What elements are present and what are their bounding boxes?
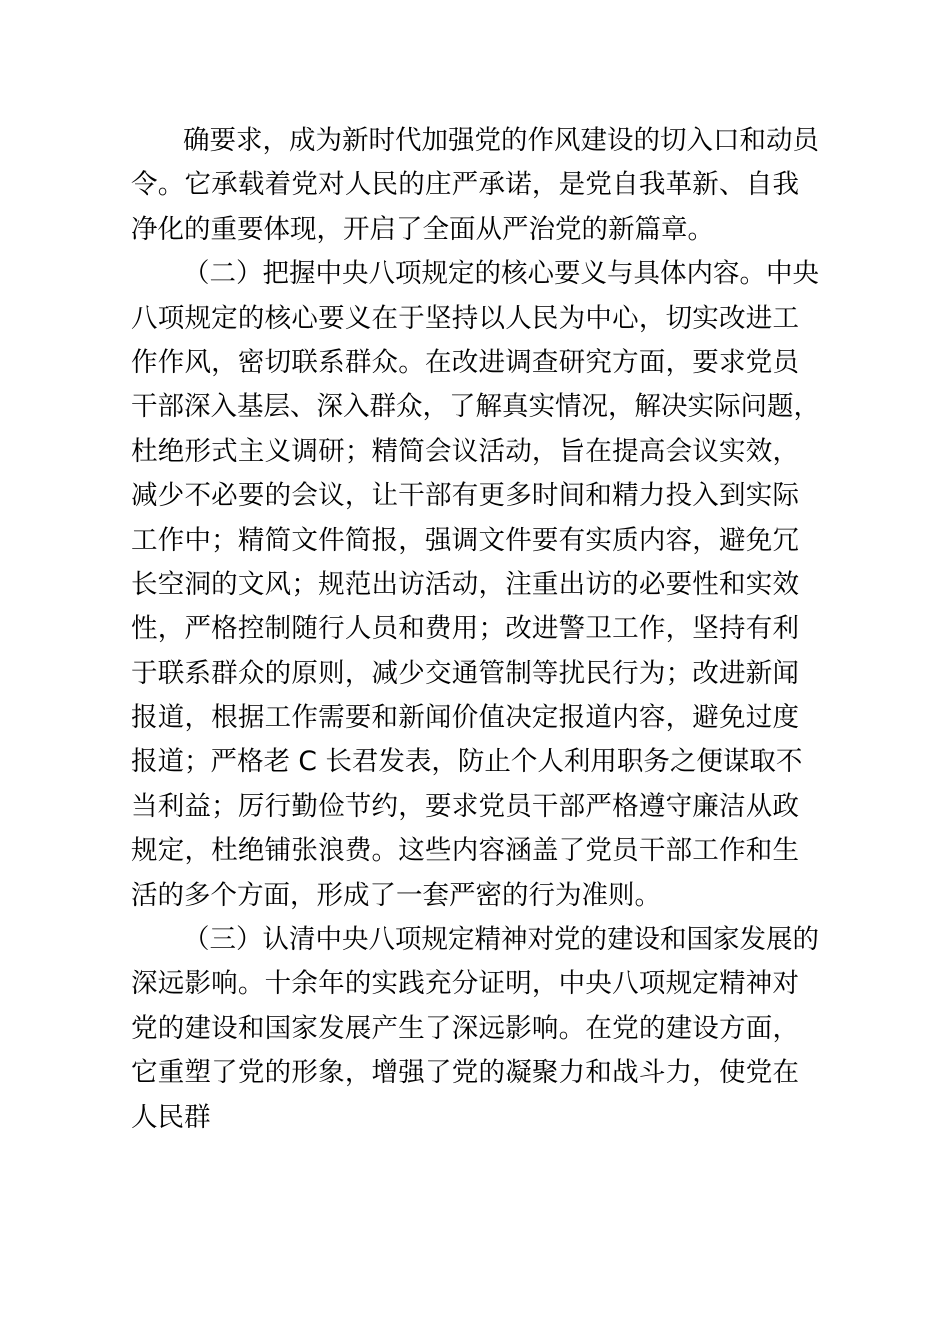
text-line: （二）把握中央八项规定的核心要义与具体内容。中央 — [183, 258, 819, 290]
text-line: 当利益；厉行勤俭节约，要求党员干部严格遵守廉洁从政 — [131, 790, 799, 822]
text-line: 深远影响。十余年的实践充分证明，中央八项规定精神对 — [131, 968, 799, 1000]
text-line: 报道；严格老 C 长君发表，防止个人利用职务之便谋取不 — [131, 746, 803, 778]
text-line: 党的建设和国家发展产生了深远影响。在党的建设方面， — [131, 1012, 799, 1044]
text-line: 性，严格控制随行人员和费用；改进警卫工作，坚持有利 — [131, 613, 799, 645]
text-line: 活的多个方面，形成了一套严密的行为准则。 — [131, 879, 661, 911]
text-line: 减少不必要的会议，让干部有更多时间和精力投入到实际 — [131, 480, 799, 512]
text-line: 确要求，成为新时代加强党的作风建设的切入口和动员 — [183, 125, 819, 156]
text-line: 人民群 — [131, 1101, 211, 1133]
text-line: 八项规定的核心要义在于坚持以人民为中心，切实改进工 — [131, 302, 799, 334]
text-line: 它重塑了党的形象，增强了党的凝聚力和战斗力，使党在 — [131, 1057, 799, 1089]
text-line: 干部深入基层、深入群众，了解真实情况，解决实际问题， — [131, 391, 820, 423]
text-line: 净化的重要体现，开启了全面从严治党的新篇章。 — [131, 213, 714, 245]
text-line: 规定，杜绝铺张浪费。这些内容涵盖了党员干部工作和生 — [131, 835, 799, 867]
text-line: 工作中；精简文件简报，强调文件要有实质内容，避免冗 — [131, 524, 799, 556]
text-line: （三）认清中央八项规定精神对党的建设和国家发展的 — [183, 924, 819, 956]
text-line: 杜绝形式主义调研；精简会议活动，旨在提高会议实效， — [131, 435, 799, 467]
document-body — [131, 119, 820, 1140]
text-line: 令。它承载着党对人民的庄严承诺，是党自我革新、自我 — [131, 169, 799, 201]
text-line: 作作风，密切联系群众。在改进调查研究方面，要求党员 — [131, 346, 799, 378]
text-line: 报道，根据工作需要和新闻价值决定报道内容，避免过度 — [131, 702, 799, 734]
text-line: 长空洞的文风；规范出访活动，注重出访的必要性和实效 — [131, 568, 799, 600]
text-line: 于联系群众的原则，减少交通管制等扰民行为；改进新闻 — [131, 657, 799, 689]
